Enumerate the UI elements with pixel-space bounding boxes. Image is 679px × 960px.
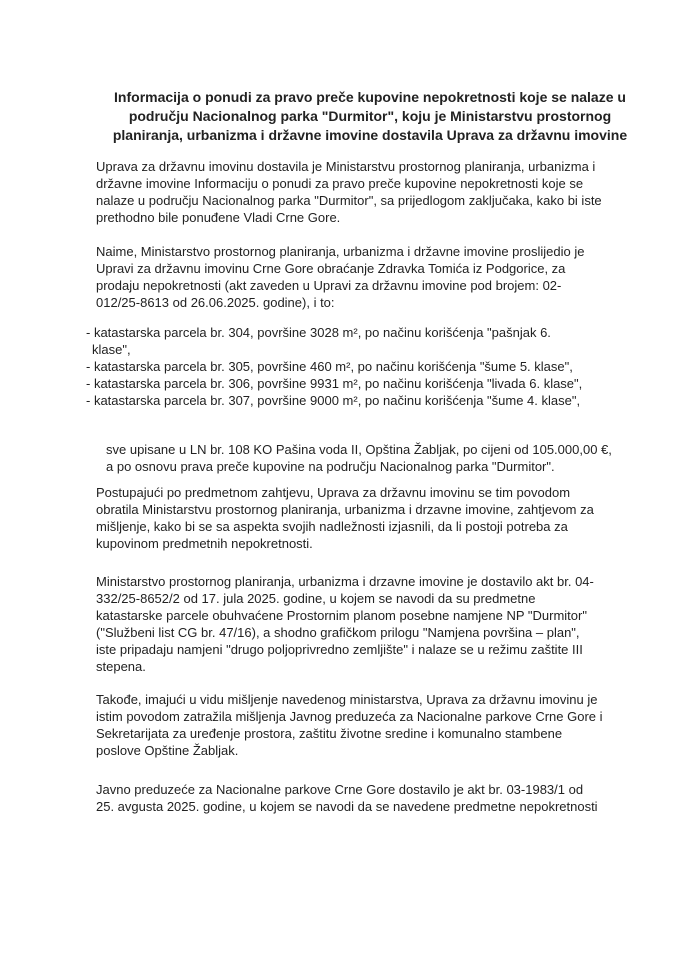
text-line: Postupajući po predmetnom zahtjevu, Uprava za državnu imovinu se tim povodom (96, 485, 571, 500)
text-line: 332/25-8652/2 od 17. jula 2025. godine, u kojem se navodi da su predmetne (96, 591, 536, 606)
paragraph-intro (96, 158, 640, 226)
text-line: sve upisane u LN br. 108 KO Pašina voda II, Opština Žabljak, po cijeni od 105.000,00 €, (106, 442, 612, 457)
parcel-item-continuation: klase", (92, 342, 131, 357)
paragraph-procedure (96, 484, 640, 552)
text-line: Javno preduzeće za Nacionalne parkove Crne Gore dostavilo je akt br. 03-1983/1 od (96, 782, 584, 797)
title-line: planiranja, urbanizma i državne imovine dostavila Uprava za državnu imovine (112, 127, 628, 143)
text-line: nalaze u području Nacionalnog parka "Durmitor", sa prijedlogom zaključaka, kako bi iste (96, 193, 602, 208)
parcel-item: - katastarska parcela br. 304, površine 3028 m², po načinu korišćenja "pašnjak 6. (86, 325, 551, 340)
text-line: prodaju nepokretnosti (akt zaveden u Upravi za državnu imovine pod brojem: 02- (96, 278, 562, 293)
document-title (100, 88, 640, 145)
text-line: ("Službeni list CG br. 47/16), a shodno grafičkom prilogu "Namjena površina – plan", (96, 625, 580, 640)
text-line: iste pripadaju namjeni "drugo poljoprivredno zemljište" i nalaze se u režimu zaštite III (96, 642, 583, 657)
paragraph-ministry-opinion (96, 573, 640, 675)
text-line: stepena. (96, 659, 146, 674)
paragraph-request (96, 243, 640, 311)
text-line: Naime, Ministarstvo prostornog planiranja, urbanizma i državne imovine proslijedio je (96, 244, 585, 259)
text-line: poslove Opštine Žabljak. (96, 743, 239, 758)
text-line: državne imovine Informaciju o ponudi za pravo preče kupovine nepokretnosti koje se (96, 176, 584, 191)
title-line: području Nacionalnog parka "Durmitor", koju je Ministarstvu prostornog (128, 108, 612, 124)
text-line: kupovinom predmetnih nepokretnosti. (96, 536, 313, 551)
title-line: Informacija o ponudi za pravo preče kupovine nepokretnosti koje se nalaze u (114, 89, 626, 105)
text-line: Upravi za državnu imovinu Crne Gore obraćanje Zdravka Tomića iz Podgorice, za (96, 261, 566, 276)
text-line: Sekretarijata za uređenje prostora, zaštitu životne sredine i komunalno stambene (96, 726, 563, 741)
text-line: katastarske parcele obuhvaćene Prostornim planom posebne namjene NP "Durmitor" (96, 608, 587, 623)
parcel-item: - katastarska parcela br. 306, površine 9931 m², po načinu korišćenja "livada 6. klase", (86, 376, 583, 391)
text-line: obratila Ministarstvu prostornog planiranja, urbanizma i drzavne imovine, zahtjevom za (96, 502, 594, 517)
paragraph-additional-opinions (96, 691, 640, 759)
parcel-list (86, 324, 640, 409)
text-line: Ministarstvo prostornog planiranja, urbanizma i drzavne imovine je dostavilo akt br. 04- (96, 574, 594, 589)
text-line: a po osnovu prava preče kupovine na području Nacionalnog parka "Durmitor". (106, 459, 555, 474)
parcel-item: - katastarska parcela br. 305, površine 460 m², po načinu korišćenja "šume 5. klase", (86, 359, 573, 374)
text-line: Takođe, imajući u vidu mišljenje navedenog ministarstva, Uprava za državnu imovinu je (96, 692, 598, 707)
parcel-item: - katastarska parcela br. 307, površine 9000 m², po načinu korišćenja "šume 4. klase", (86, 393, 581, 408)
text-line: 012/25-8613 od 26.06.2025. godine), i to: (96, 295, 335, 310)
paragraph-national-parks (96, 781, 640, 815)
text-line: Uprava za državnu imovinu dostavila je Ministarstvu prostornog planiranja, urbanizma i (96, 159, 596, 174)
text-line: mišljenje, kako bi se sa aspekta svojih nadležnosti izjasnili, da li postoji potreba za (96, 519, 568, 534)
text-line: prethodno bile ponuđene Vladi Crne Gore. (96, 210, 341, 225)
paragraph-price (106, 441, 640, 475)
text-line: 25. avgusta 2025. godine, u kojem se navodi da se navedene predmetne nepokretnosti (96, 799, 598, 814)
text-line: istim povodom zatražila mišljenja Javnog preduzeća za Nacionalne parkove Crne Gore i (96, 709, 603, 724)
